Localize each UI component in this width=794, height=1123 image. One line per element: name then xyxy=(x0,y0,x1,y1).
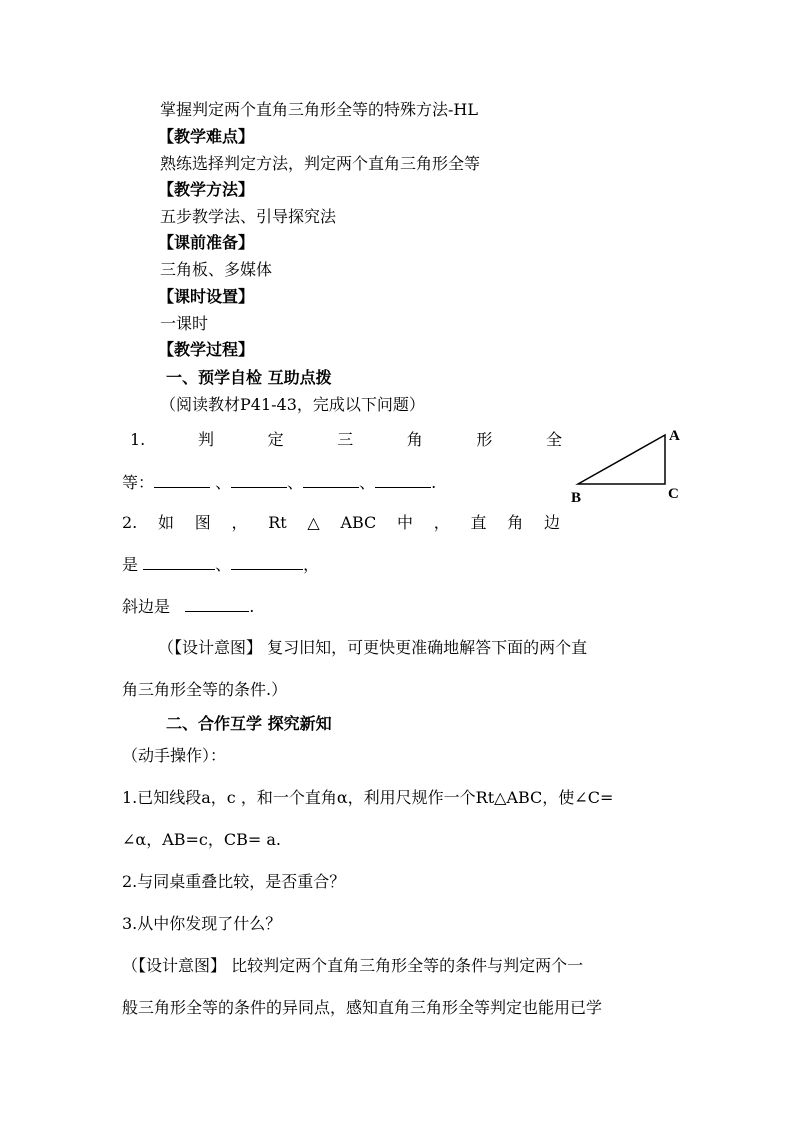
question-2-number: 2. xyxy=(122,513,138,532)
word: 定 xyxy=(267,430,284,449)
question-1-number: 1. xyxy=(130,430,146,449)
difficulty-text: 熟练选择判定方法，判定两个直角三角形全等 xyxy=(160,154,481,173)
step-2: 2.与同桌重叠比较，是否重合？ xyxy=(122,872,346,891)
word: ABC xyxy=(340,513,377,532)
word: 直 xyxy=(470,513,487,532)
heading-process: 【教学过程】 xyxy=(158,340,255,359)
answer-blank[interactable] xyxy=(185,596,249,612)
heading-prep: 【课前准备】 xyxy=(158,233,255,252)
heading-period: 【课时设置】 xyxy=(158,287,255,306)
question-1-spread xyxy=(198,430,562,450)
word: ， xyxy=(231,513,248,532)
vertex-label-c: C xyxy=(668,486,679,502)
heading-method: 【教学方法】 xyxy=(158,180,255,199)
heading-difficulty: 【教学难点】 xyxy=(158,127,255,146)
answer-blank[interactable] xyxy=(375,472,431,488)
word: 判 xyxy=(198,430,215,449)
vertex-label-b: B xyxy=(571,490,582,506)
word: 图 xyxy=(194,513,211,532)
method-text: 五步教学法、引导探究法 xyxy=(160,207,337,226)
word: 边 xyxy=(543,513,560,532)
answer-blank[interactable] xyxy=(303,472,359,488)
question-2-spread xyxy=(158,513,560,533)
design-intent-2-line-2: 般三角形全等的条件的异同点，感知直角三角形全等判定也能用已学 xyxy=(122,998,603,1017)
word: 中 xyxy=(397,513,414,532)
question-2-hypotenuse-line: 斜边是 . xyxy=(122,597,255,616)
word: 角 xyxy=(507,513,524,532)
section-1-title: 一、预学自检 互助点拨 xyxy=(166,368,332,387)
word: 形 xyxy=(476,430,493,449)
question-1-answer-line: 等： 、 、 、 . xyxy=(122,473,437,492)
answer-blank[interactable] xyxy=(154,472,210,488)
step-1-line-2: ∠α，AB=c，CB= a. xyxy=(122,830,282,849)
period-text: 一课时 xyxy=(160,314,209,333)
design-intent-1-line-1: （【设计意图】 复习旧知，可更快更准确地解答下面的两个直 xyxy=(158,638,588,657)
word: 全 xyxy=(545,430,562,449)
word: Rt xyxy=(268,513,287,532)
reading-instruction: （阅读教材P41-43，完成以下问题） xyxy=(160,395,425,414)
design-intent-1-line-2: 角三角形全等的条件.） xyxy=(122,680,288,699)
step-3: 3.从中你发现了什么？ xyxy=(122,914,282,933)
objective-text: 掌握判定两个直角三角形全等的特殊方法-HL xyxy=(160,100,478,119)
section-2-title: 二、合作互学 探究新知 xyxy=(166,714,332,733)
triangle-shape xyxy=(578,435,665,484)
word: △ xyxy=(307,513,320,532)
vertex-label-a: A xyxy=(669,428,680,444)
word: 角 xyxy=(406,430,423,449)
right-triangle-figure xyxy=(566,424,686,510)
question-2-legs-line: 是 、 ， xyxy=(122,555,320,574)
answer-blank[interactable] xyxy=(143,554,215,570)
answer-blank[interactable] xyxy=(231,472,287,488)
word: 三 xyxy=(337,430,354,449)
step-1-line-1: 1.已知线段a，c ，和一个直角α，利用尺规作一个Rt△ABC，使∠C= xyxy=(122,788,614,807)
prep-text: 三角板、多媒体 xyxy=(160,260,273,279)
hands-on-label: （动手操作）： xyxy=(122,746,227,765)
design-intent-2-line-1: （【设计意图】 比较判定两个直角三角形全等的条件与判定两个一 xyxy=(122,956,584,975)
answer-blank[interactable] xyxy=(231,554,303,570)
word: ， xyxy=(433,513,450,532)
word: 如 xyxy=(158,513,175,532)
